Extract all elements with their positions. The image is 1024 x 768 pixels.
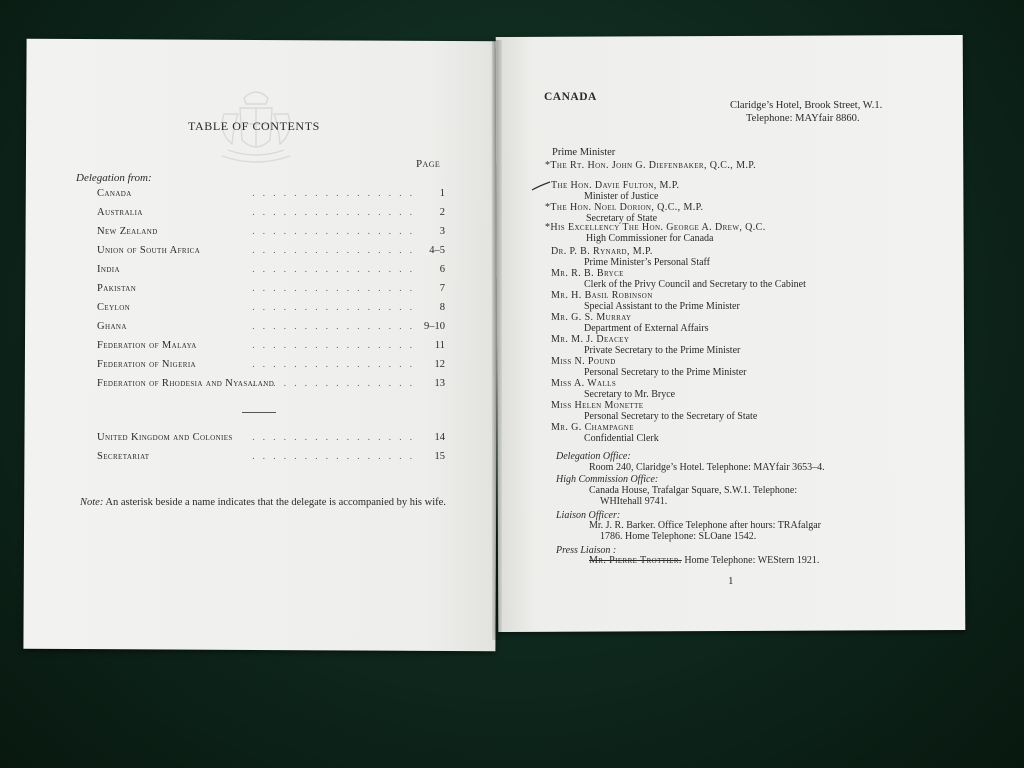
toc-leader-dots: . . . . . . . . . . . . . . . .	[252, 340, 415, 350]
toc-leader-dots: . . . . . . . . . . . . . . . .	[252, 283, 415, 293]
footnote	[80, 496, 452, 509]
pm-name: *The Rt. Hon. John G. Diefenbaker, Q.C., M.P.	[545, 160, 757, 171]
toc-entry-name: Federation of Malaya	[97, 340, 197, 351]
pen-mark-icon	[531, 181, 551, 191]
toc-entry	[97, 302, 445, 318]
member-role: Confidential Clerk	[584, 433, 659, 444]
toc-entry-name: Federation of Nigeria	[97, 359, 197, 370]
toc-leader-dots: . . . . . . . . . . . . . . . .	[252, 378, 415, 388]
delegation-office-text: Room 240, Claridge’s Hotel. Telephone: MAYfair 3653–4.	[589, 462, 825, 473]
toc-entry-name: Canada	[97, 188, 132, 199]
toc-entry-name: Pakistan	[97, 283, 137, 294]
member-name: Miss A. Walls	[551, 378, 617, 389]
press-liaison-telephone: Home Telephone: WEStern 1921.	[684, 555, 820, 566]
toc-leader-dots: . . . . . . . . . . . . . . . .	[252, 245, 415, 255]
delegation-member	[551, 312, 709, 334]
toc-entry-name: Secretariat	[97, 451, 150, 462]
member-role: Secretary of State	[586, 213, 658, 224]
high-commission-line1: Canada House, Trafalgar Square, S.W.1. Telephone:	[589, 485, 798, 496]
page-number: 1	[728, 575, 734, 587]
delegation-from-label: Delegation from:	[76, 172, 152, 184]
toc-entry-page: 12	[434, 359, 445, 370]
member-role: Clerk of the Privy Council and Secretary to the Cabinet	[584, 279, 806, 290]
toc-leader-dots: . . . . . . . . . . . . . . . .	[252, 359, 415, 369]
toc-leader-dots: . . . . . . . . . . . . . . . .	[252, 207, 415, 217]
member-name: Mr. R. B. Bryce	[551, 268, 624, 279]
toc-entry-page: 14	[434, 432, 445, 443]
toc-leader-dots: . . . . . . . . . . . . . . . .	[252, 451, 415, 461]
toc-entry-page: 3	[439, 226, 445, 237]
toc-divider	[242, 412, 276, 413]
toc-entry-page: 1	[439, 188, 445, 199]
toc-entry	[97, 226, 445, 242]
delegation-member	[551, 180, 679, 202]
delegation-member	[545, 202, 703, 224]
toc-leader-dots: . . . . . . . . . . . . . . . .	[252, 432, 415, 442]
delegation-member	[551, 422, 659, 444]
toc-entry-name: Union of South Africa	[97, 245, 201, 256]
delegation-member	[551, 290, 740, 312]
member-role: Special Assistant to the Prime Minister	[584, 301, 740, 312]
delegation-member	[551, 268, 806, 290]
toc-entry	[97, 359, 445, 375]
toc-entry	[97, 432, 445, 448]
delegation-office-label: Delegation Office:	[556, 451, 631, 462]
press-liaison-label: Press Liaison :	[556, 545, 617, 556]
member-name: Mr. H. Basil Robinson	[551, 290, 653, 301]
toc-entry-name: Ghana	[97, 321, 127, 332]
footnote-label: Note:	[80, 497, 104, 508]
member-role: Minister of Justice	[584, 191, 659, 202]
toc-entry-name: United Kingdom and Colonies	[97, 432, 233, 443]
toc-entry	[97, 321, 445, 337]
liaison-line2: 1786. Home Telephone: SLOane 1542.	[600, 531, 757, 542]
member-role: Personal Secretary to the Secretary of State	[584, 411, 758, 422]
toc-page-header: Page	[416, 158, 441, 170]
footnote-text: An asterisk beside a name indicates that the delegate is accompanied by his wife.	[105, 497, 446, 508]
toc-entry-page: 7	[439, 283, 445, 294]
toc-entry-page: 9–10	[424, 321, 445, 332]
toc-leader-dots: . . . . . . . . . . . . . . . .	[252, 226, 415, 236]
member-name: Mr. M. J. Deacey	[551, 334, 630, 345]
toc-entry-name: Federation of Rhodesia and Nyasaland	[97, 378, 275, 389]
high-commission-label: High Commission Office:	[556, 474, 659, 485]
member-name: Mr. G. Champagne	[551, 422, 634, 433]
hotel-address: Claridge’s Hotel, Brook Street, W.1.	[730, 100, 883, 111]
member-role: Secretary to Mr. Bryce	[584, 389, 676, 400]
member-name: *The Hon. Noel Dorion, Q.C., M.P.	[545, 202, 704, 213]
toc-entry	[97, 340, 445, 356]
toc-entry	[97, 207, 445, 223]
toc-entry-page: 4–5	[429, 245, 445, 256]
hotel-telephone: Telephone: MAYfair 8860.	[746, 113, 860, 124]
member-name: Mr. G. S. Murray	[551, 312, 632, 323]
toc-entry-page: 8	[439, 302, 445, 313]
member-name: Miss N. Pound	[551, 356, 616, 367]
press-liaison-line	[589, 555, 819, 566]
member-name: *His Excellency The Hon. George A. Drew, Q.C.	[545, 222, 766, 233]
toc-entry	[97, 188, 445, 204]
toc-entry-name: Ceylon	[97, 302, 131, 313]
book-gutter	[492, 40, 502, 640]
press-liaison-struck-name: Mr. Pierre Trottier.	[589, 555, 682, 566]
toc-entry	[97, 245, 445, 261]
pm-role: Prime Minister	[552, 147, 616, 158]
toc-entry-name: India	[97, 264, 120, 275]
delegation-member	[551, 334, 740, 356]
member-role: Private Secretary to the Prime Minister	[584, 345, 741, 356]
toc-entry	[97, 451, 445, 467]
delegation-member	[551, 400, 757, 422]
toc-leader-dots: . . . . . . . . . . . . . . . .	[252, 188, 415, 198]
delegation-member	[551, 246, 710, 268]
liaison-officer-label: Liaison Officer:	[556, 510, 621, 521]
country-heading: CANADA	[544, 91, 597, 103]
toc-entry-page: 11	[434, 340, 445, 351]
member-role: Department of External Affairs	[584, 323, 709, 334]
member-name: Miss Helen Monette	[551, 400, 644, 411]
high-commission-line2: WHItehall 9741.	[600, 496, 668, 507]
toc-entry	[97, 378, 445, 394]
member-name: The Hon. Davie Fulton, M.P.	[551, 180, 680, 191]
toc-entry	[97, 283, 445, 299]
toc-entry-page: 15	[434, 451, 445, 462]
toc-entry-page: 2	[439, 207, 445, 218]
delegation-member	[545, 222, 766, 244]
toc-entry-page: 13	[434, 378, 445, 389]
member-role: High Commissioner for Canada	[586, 233, 714, 244]
toc-leader-dots: . . . . . . . . . . . . . . . .	[252, 321, 415, 331]
member-name: Dr. P. B. Rynard, M.P.	[551, 246, 653, 257]
delegation-member	[551, 356, 746, 378]
toc-entry-page: 6	[439, 264, 445, 275]
toc-entry-name: New Zealand	[97, 226, 158, 237]
toc-leader-dots: . . . . . . . . . . . . . . . .	[252, 302, 415, 312]
member-role: Personal Secretary to the Prime Minister	[584, 367, 747, 378]
toc-entry	[97, 264, 445, 280]
toc-entry-name: Australia	[97, 207, 143, 218]
delegation-member	[551, 378, 675, 400]
liaison-line1: Mr. J. R. Barker. Office Telephone after hours: TRAfalgar	[589, 520, 822, 531]
toc-title: TABLE OF CONTENTS	[188, 119, 320, 133]
toc-leader-dots: . . . . . . . . . . . . . . . .	[252, 264, 415, 274]
member-role: Prime Minister’s Personal Staff	[584, 257, 711, 268]
